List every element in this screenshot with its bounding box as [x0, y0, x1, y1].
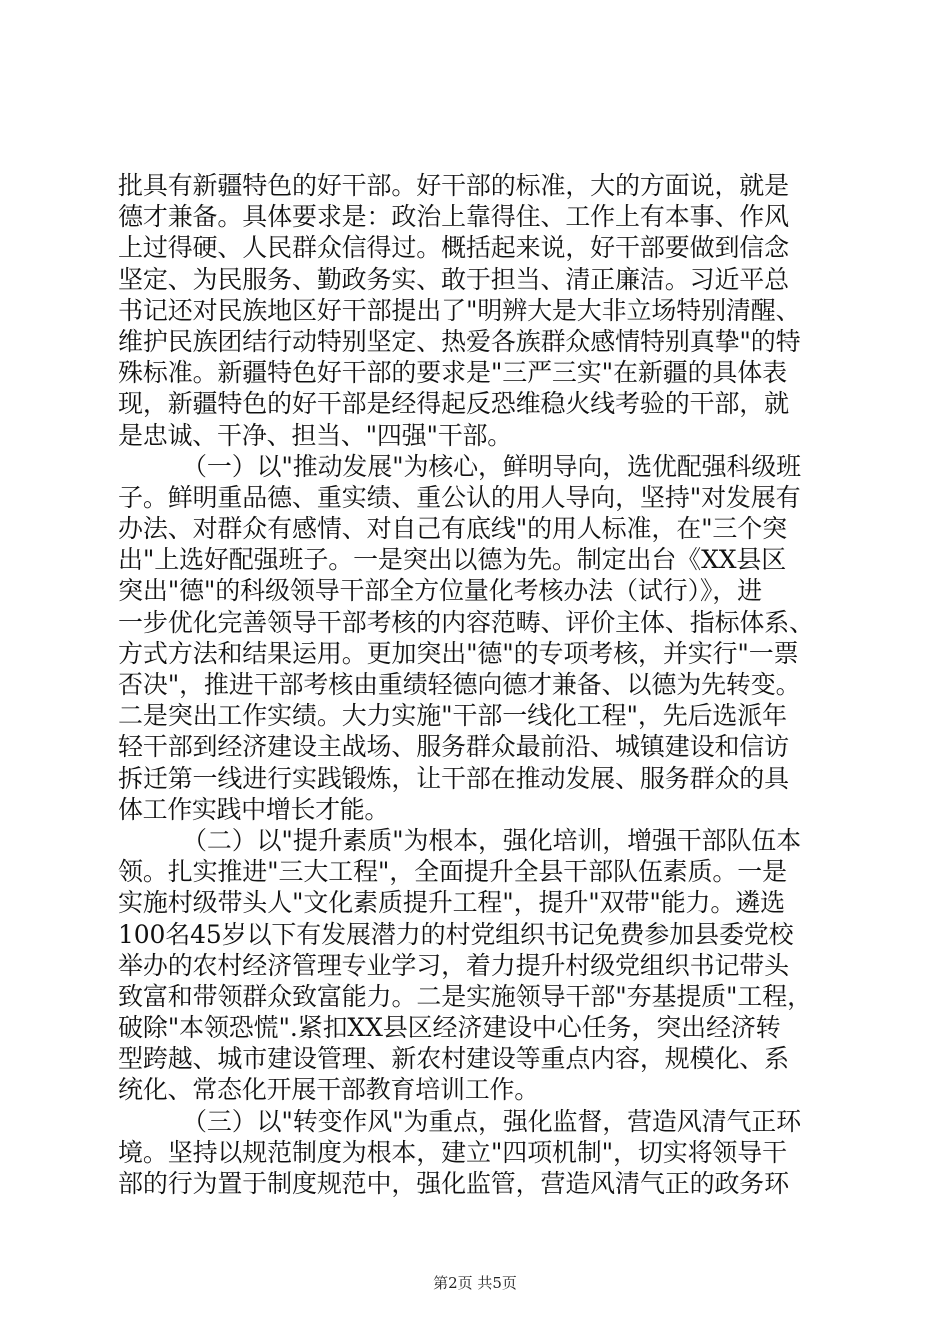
- text-line: 出"上选好配强班子。一是突出以德为先。制定出台《XX县区: [118, 545, 787, 575]
- text-line: 举办的农村经济管理专业学习，着力提升村级党组织书记带头: [118, 950, 790, 980]
- text-line: 轻干部到经济建设主战场、服务群众最前沿、城镇建设和信访: [118, 732, 790, 762]
- paragraph-first-line: （三）以"转变作风"为重点，强化监督，营造风清气正环: [182, 1106, 802, 1136]
- text-line: 100名45岁以下有发展潜力的村党组织书记免费参加县委党校: [118, 919, 794, 949]
- text-line: 坚定、为民服务、勤政务实、敢于担当、清正廉洁。习近平总: [118, 264, 790, 294]
- text-line: 书记还对民族地区好干部提出了"明辨大是大非立场特别清醒、: [118, 295, 801, 325]
- text-line: 实施村级带头人"文化素质提升工程"，提升"双带"能力。遴选: [118, 888, 785, 918]
- text-line: 否决"，推进干部考核由重绩轻德向德才兼备、以德为先转变。: [118, 670, 801, 699]
- body-text: [118, 170, 838, 1199]
- text-line: 德才兼备。具体要求是：政治上靠得住、工作上有本事、作风: [118, 202, 790, 232]
- text-line: 突出"德"的科级领导干部全方位量化考核办法（试行）》，进: [118, 576, 763, 606]
- text-line: 现，新疆特色的好干部是经得起反恐维稳火线考验的干部，就: [118, 389, 790, 419]
- text-line: 致富和带领群众致富能力。二是实施领导干部"夯基提质"工程，: [118, 981, 813, 1011]
- text-line: 体工作实践中增长才能。: [118, 794, 390, 824]
- text-line: 领。扎实推进"三大工程"，全面提升全县干部队伍素质。一是: [118, 857, 788, 887]
- text-line: 方式方法和结果运用。更加突出"德"的专项考核，并实行"一票: [118, 638, 799, 668]
- paragraph-first-line: （二）以"提升素质"为根本，强化培训，增强干部队伍本: [182, 825, 802, 855]
- text-line: 拆迁第一线进行实践锻炼，让干部在推动发展、服务群众的具: [118, 763, 790, 793]
- text-line: 型跨越、城市建设管理、新农村建设等重点内容，规模化、系: [118, 1044, 790, 1074]
- text-line: 上过得硬、人民群众信得过。概括起来说，好干部要做到信念: [118, 233, 790, 263]
- text-line: 部的行为置于制度规范中，强化监管，营造风清气正的政务环: [118, 1169, 790, 1198]
- text-line: 维护民族团结行动特别坚定、热爱各族群众感情特别真挚"的特: [118, 326, 801, 356]
- text-line: 二是突出工作实绩。大力实施"干部一线化工程"，先后选派年: [118, 701, 788, 731]
- text-line: 子。鲜明重品德、重实绩、重公认的用人导向，坚持"对发展有: [118, 482, 801, 512]
- text-line: 是忠诚、干净、担当、"四强"干部。: [118, 420, 512, 450]
- text-line: 办法、对群众有感情、对自己有底线"的用人标准，在"三个突: [118, 514, 788, 544]
- text-line: 一步优化完善领导干部考核的内容范畴、评价主体、指标体系、: [118, 607, 815, 637]
- text-line: 统化、常态化开展干部教育培训工作。: [118, 1075, 540, 1105]
- page-footer: 第2页 共5页: [433, 1274, 517, 1292]
- text-line: 境。坚持以规范制度为根本，建立"四项机制"，切实将领导干: [118, 1137, 788, 1167]
- text-line: 殊标准。新疆特色好干部的要求是"三严三实"在新疆的具体表: [118, 358, 788, 388]
- text-line: 批具有新疆特色的好干部。好干部的标准，大的方面说，就是: [118, 171, 790, 200]
- text-line: 破除"本领恐慌".紧扣XX县区经济建设中心任务，突出经济转: [118, 1013, 781, 1043]
- paragraph-first-line: （一）以"推动发展"为核心，鲜明导向，选优配强科级班: [182, 451, 802, 481]
